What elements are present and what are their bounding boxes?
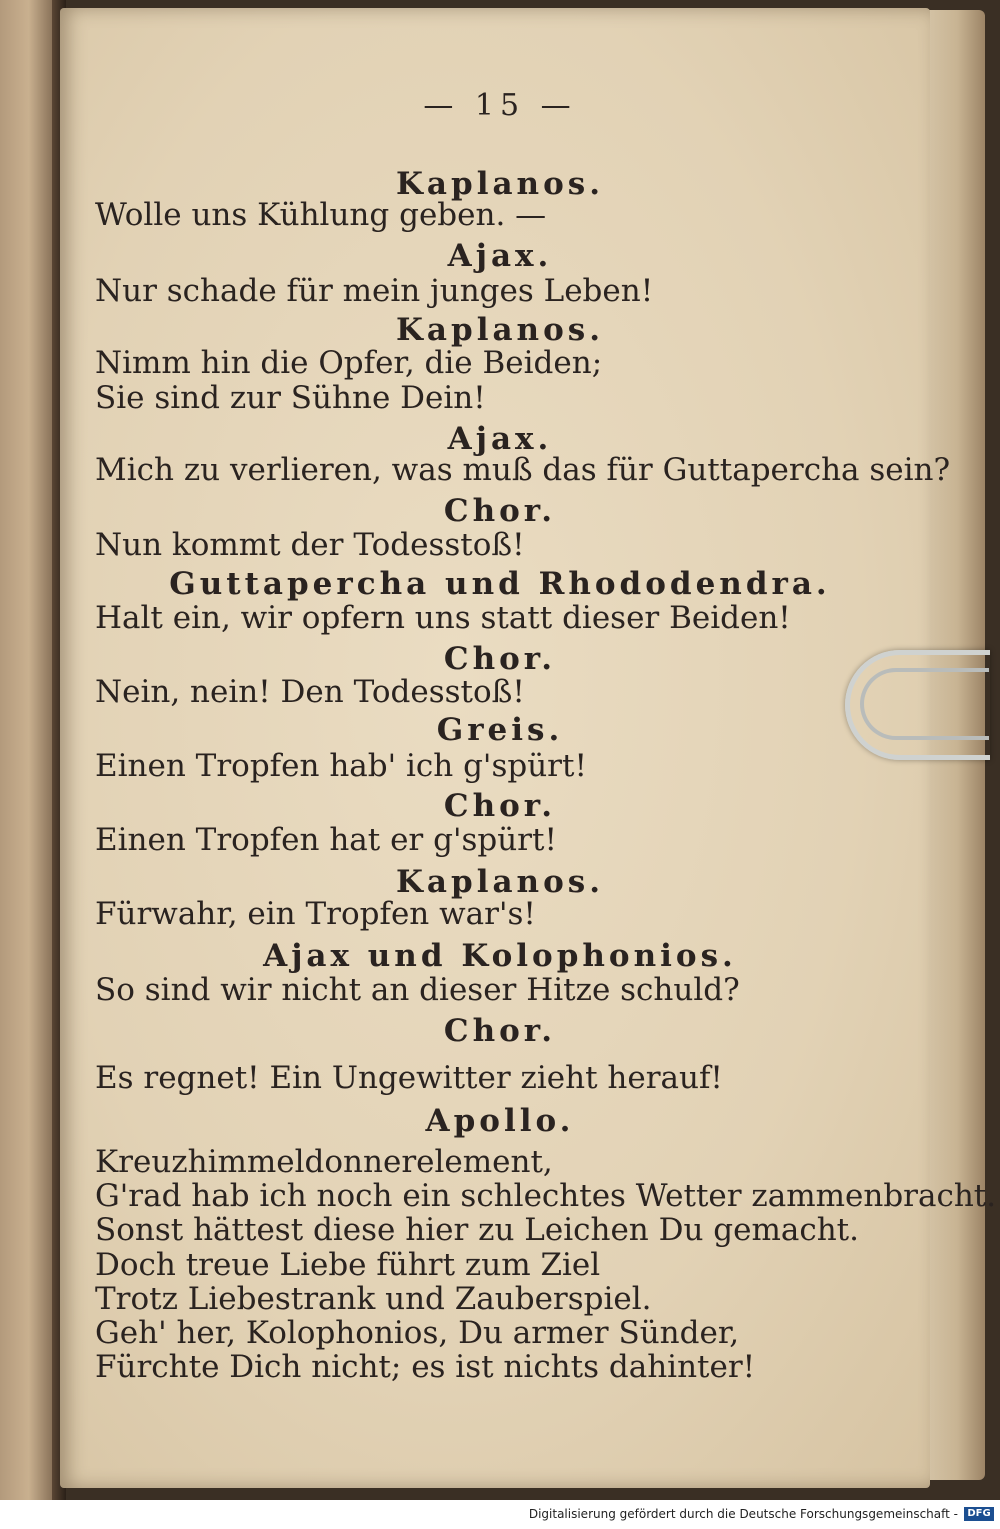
speaker-heading: Ajax. (447, 421, 553, 457)
verse-line: So sind wir nicht an dieser Hitze schuld? (95, 972, 740, 1008)
verse-line: Einen Tropfen hat er g'spürt! (95, 822, 557, 858)
speaker-heading: Ajax. (447, 238, 553, 274)
speaker-heading: Ajax und Kolophonios. (263, 938, 737, 974)
verse-line: Doch treue Liebe führt zum Ziel (95, 1247, 601, 1283)
verse-line: Nimm hin die Opfer, die Beiden; (95, 345, 603, 381)
speaker-heading: Guttapercha und Rhododendra. (169, 566, 831, 602)
funding-notice: Digitalisierung gefördert durch die Deutsche Forschungsgemeinschaft - (528, 1507, 958, 1521)
verse-line: Fürwahr, ein Tropfen war's! (95, 896, 536, 932)
verse-line: Kreuzhimmeldonnerelement, (95, 1144, 553, 1180)
left-page-edge (0, 0, 52, 1500)
speaker-heading: Kaplanos. (395, 864, 605, 900)
speaker-heading: Kaplanos. (395, 312, 605, 348)
speaker-heading: Chor. (443, 493, 557, 529)
verse-line: Einen Tropfen hab' ich g'spürt! (95, 748, 587, 784)
speaker-heading: Chor. (443, 788, 557, 824)
verse-line: Nein, nein! Den Todesstoß! (95, 674, 525, 710)
speaker-heading: Greis. (436, 712, 564, 748)
speaker-heading: Chor. (443, 1013, 557, 1049)
dfg-logo: DFG (964, 1507, 994, 1521)
paper-clip-inner-loop (860, 668, 989, 740)
verse-line: G'rad hab ich noch ein schlechtes Wetter zammenbracht. (95, 1178, 997, 1214)
speaker-heading: Chor. (443, 641, 557, 677)
verse-line: Halt ein, wir opfern uns statt dieser Beiden! (95, 600, 791, 636)
verse-line: Sie sind zur Sühne Dein! (95, 380, 486, 416)
verse-line: Es regnet! Ein Ungewitter zieht herauf! (95, 1060, 723, 1096)
page-number: — 15 — (423, 88, 577, 123)
verse-line: Trotz Liebestrank und Zauberspiel. (95, 1281, 652, 1317)
verse-line: Geh' her, Kolophonios, Du armer Sünder, (95, 1315, 740, 1351)
verse-line: Sonst hättest diese hier zu Leichen Du gemacht. (95, 1212, 859, 1248)
footer-bar (0, 1500, 1000, 1529)
speaker-heading: Apollo. (425, 1103, 575, 1139)
verse-line: Wolle uns Kühlung geben. — (95, 197, 547, 233)
verse-line: Nur schade für mein junges Leben! (95, 273, 654, 309)
verse-line: Mich zu verlieren, was muß das für Guttapercha sein? (95, 452, 951, 488)
speaker-heading: Kaplanos. (395, 166, 605, 202)
verse-line: Nun kommt der Todesstoß! (95, 527, 525, 563)
verse-line: Fürchte Dich nicht; es ist nichts dahinter! (95, 1349, 756, 1385)
